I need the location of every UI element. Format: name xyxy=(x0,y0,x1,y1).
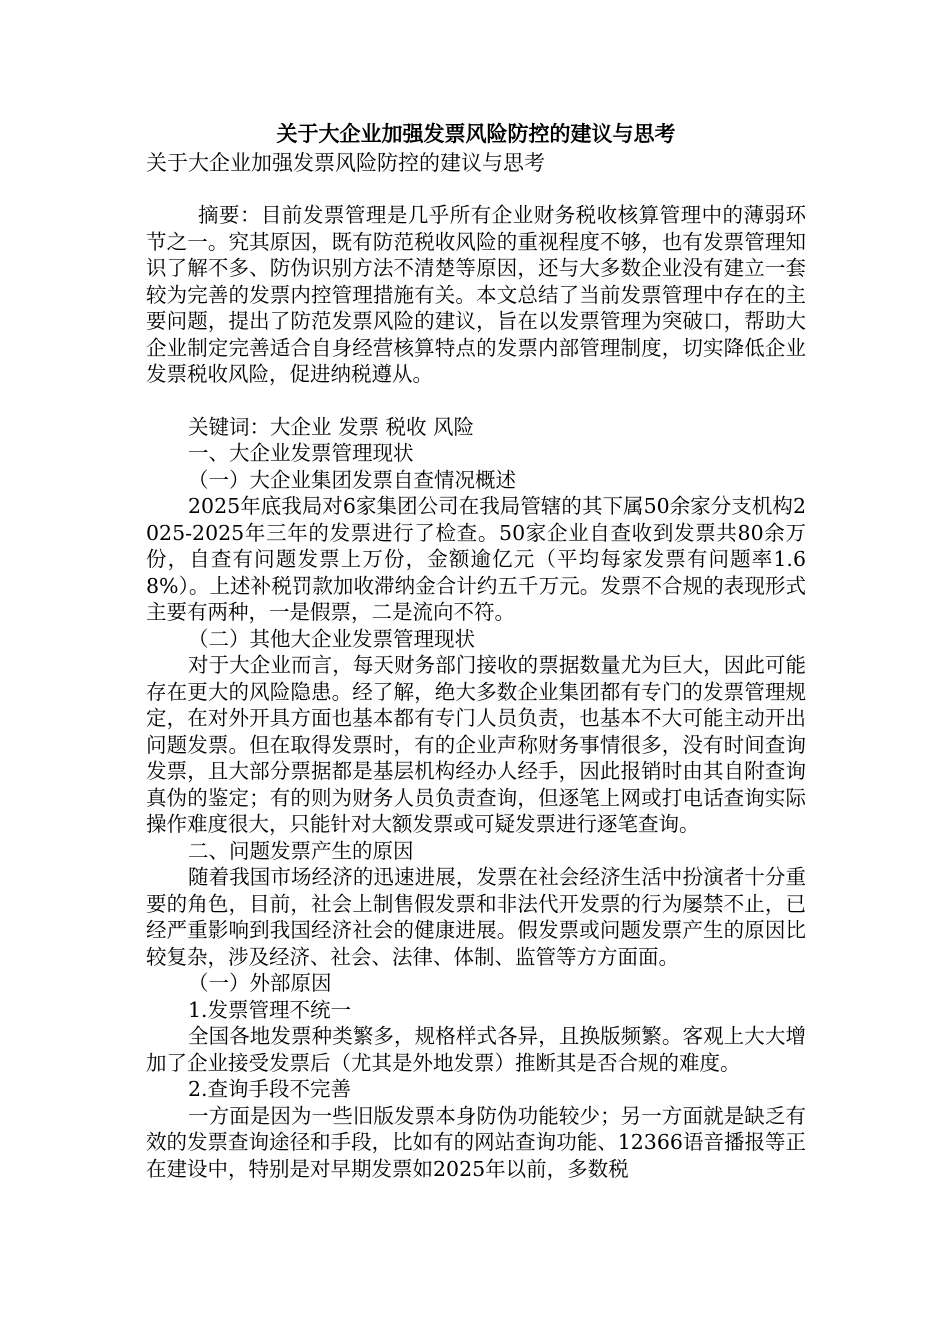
document-title: 关于大企业加强发票风险防控的建议与思考 xyxy=(276,121,676,146)
keywords-line: 关键词：大企业 发票 税收 风险 xyxy=(188,414,475,439)
body-paragraph: 对于大企业而言，每天财务部门接收的票据数量尤为巨大，因此可能存在更大的风险隐患。经了解，绝大多数企业集团都有专门的发票管理规定，在对外开具方面也基本都有专门人员负责，也基本不大可能主动开出问题发票。但在取得发票时，有的企业声称财务事情很多，没有时间查询发票，且大部分票据都是基层机构经办人经手，因此报销时由其自附查询真伪的鉴定；有的则为财务人员负责查询，但逐笔上网或打电话查询实际操作难度很大，只能针对大额发票或可疑发票进行逐笔查询。 xyxy=(146,653,806,836)
item-heading: 1.发票管理不统一 xyxy=(188,997,352,1022)
section-heading: 二、问题发票产生的原因 xyxy=(188,838,414,863)
abstract-paragraph: 摘要：目前发票管理是几乎所有企业财务税收核算管理中的薄弱环节之一。究其原因，既有防范税收风险的重视程度不够，也有发票管理知识了解不多、防伪识别方法不清楚等原因，还与大多数企业没有建立一套较为完善的发票内控管理措施有关。本文总结了当前发票管理中存在的主要问题，提出了防范发票风险的建议，旨在以发票管理为突破口，帮助大企业制定完善适合自身经营核算特点的发票内部管理制度，切实降低企业发票税收风险，促进纳税遵从。 xyxy=(146,203,806,386)
body-paragraph: 全国各地发票种类繁多，规格样式各异，且换版频繁。客观上大大增加了企业接受发票后（尤其是外地发票）推断其是否合规的难度。 xyxy=(146,1024,806,1075)
body-paragraph: 随着我国市场经济的迅速进展，发票在社会经济生活中扮演者十分重要的角色，目前，社会上制售假发票和非法代开发票的行为屡禁不止，已经严重影响到我国经济社会的健康进展。假发票或问题发票产生的原因比较复杂，涉及经济、社会、法律、体制、监管等方方面面。 xyxy=(146,865,806,969)
subsection-heading: （一）外部原因 xyxy=(188,971,332,995)
section-heading: 一、大企业发票管理现状 xyxy=(188,441,414,465)
blank-line xyxy=(146,176,806,202)
body-paragraph: 一方面是因为一些旧版发票本身防伪功能较少；另一方面就是缺乏有效的发票查询途径和手段，比如有的网站查询功能、12366语音播报等正在建设中，特别是对早期发票如2025年以前，多数税 xyxy=(146,1103,806,1181)
subsection-heading: （一）大企业集团发票自查情况概述 xyxy=(188,467,516,492)
blank-line xyxy=(146,388,806,414)
body-paragraph: 2025年底我局对6家集团公司在我局管辖的其下属50余家分支机构2025-2025年三年的发票进行了检查。50家企业自查收到发票共80余万份，自查有问题发票上万份，金额逾亿元（平均每家发票有问题率1.68%）。上述补税罚款加收滞纳金合计约五千万元。发票不合规的表现形式主要有两种，一是假票，二是流向不符。 xyxy=(146,494,806,624)
document-subtitle: 关于大企业加强发票风险防控的建议与思考 xyxy=(146,151,545,175)
subsection-heading: （二）其他大企业发票管理现状 xyxy=(188,626,475,651)
document-page xyxy=(146,118,806,1182)
item-heading: 2.查询手段不完善 xyxy=(188,1077,352,1101)
